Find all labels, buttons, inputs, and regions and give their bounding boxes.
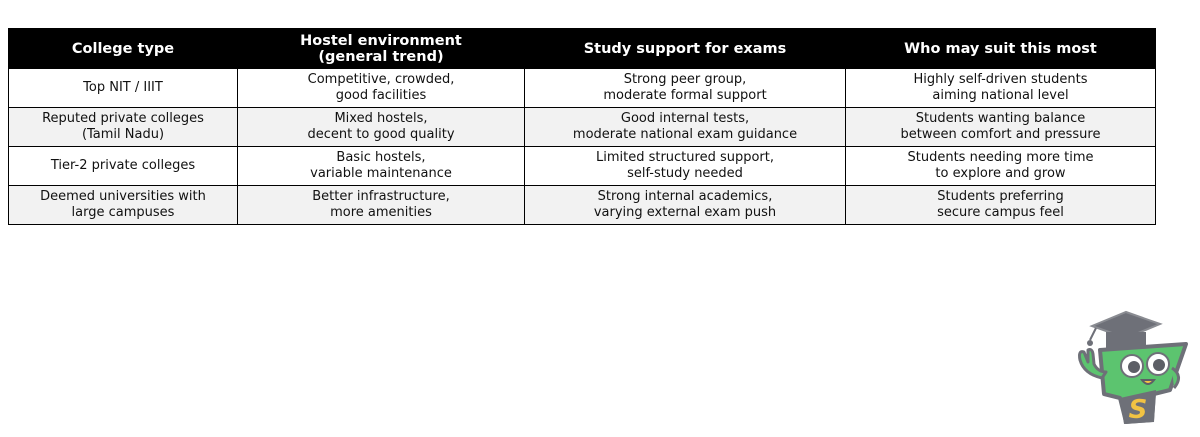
cell: Deemed universities with large campuses (9, 186, 238, 225)
cell: Top NIT / IIIT (9, 69, 238, 108)
cell: Reputed private colleges (Tamil Nadu) (9, 108, 238, 147)
cell: Basic hostels, variable maintenance (238, 147, 525, 186)
cell: Strong peer group, moderate formal support (525, 69, 846, 108)
graduate-mascot-icon (1062, 298, 1192, 432)
cell: Students needing more time to explore and grow (846, 147, 1156, 186)
mascot-letter: S (1128, 395, 1148, 425)
cell: Students preferring secure campus feel (846, 186, 1156, 225)
header-study-support: Study support for exams (525, 29, 846, 69)
cell: Competitive, crowded, good facilities (238, 69, 525, 108)
table-row (9, 186, 1156, 225)
table-row (9, 147, 1156, 186)
cell: Strong internal academics, varying external exam push (525, 186, 846, 225)
table-header-row (9, 29, 1156, 69)
table-row (9, 69, 1156, 108)
header-hostel-environment: Hostel environment (general trend) (238, 29, 525, 69)
header-who-may-suit: Who may suit this most (846, 29, 1156, 69)
cell: Students wanting balance between comfort and pressure (846, 108, 1156, 147)
cell: Good internal tests, moderate national exam guidance (525, 108, 846, 147)
cell: Highly self-driven students aiming national level (846, 69, 1156, 108)
cell: Limited structured support, self-study needed (525, 147, 846, 186)
cell: Mixed hostels, decent to good quality (238, 108, 525, 147)
cell: Tier-2 private colleges (9, 147, 238, 186)
table-row (9, 108, 1156, 147)
cell: Better infrastructure, more amenities (238, 186, 525, 225)
header-college-type: College type (9, 29, 238, 69)
college-comparison-table (8, 28, 1156, 225)
